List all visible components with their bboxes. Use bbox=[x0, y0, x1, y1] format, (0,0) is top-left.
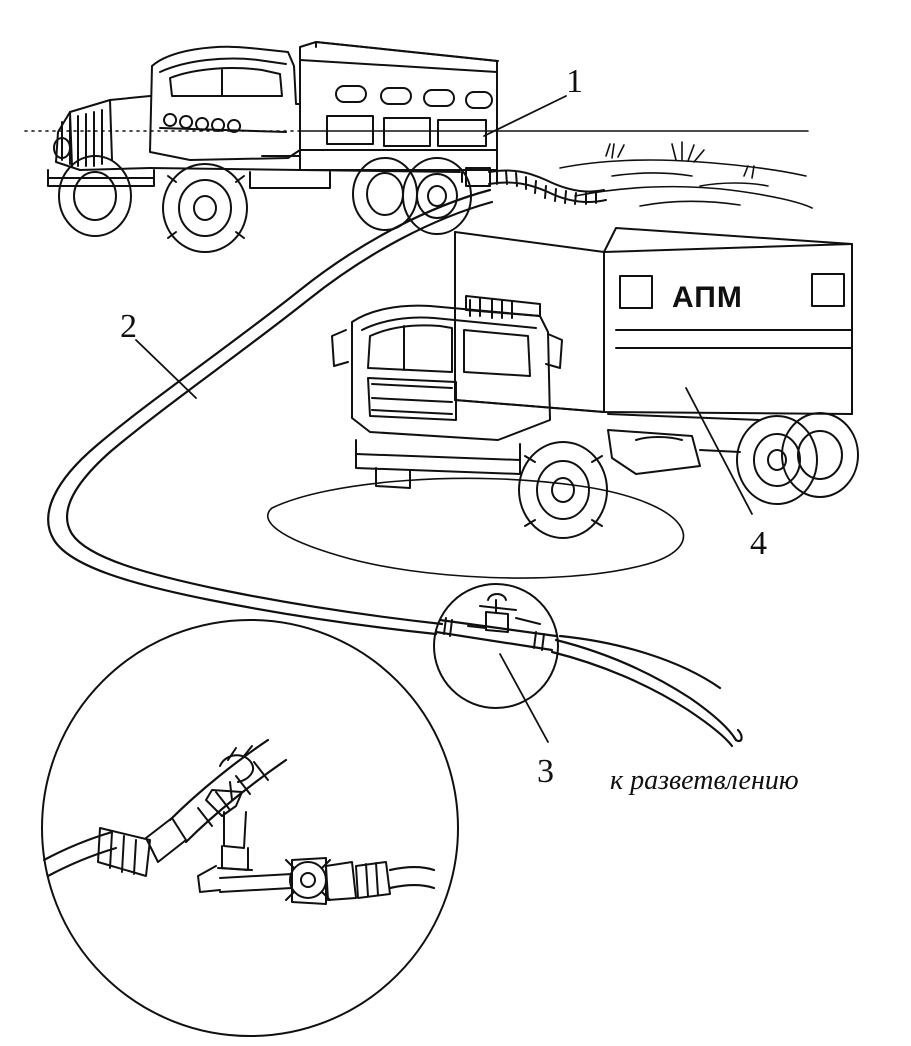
callout-label-3: 3 bbox=[537, 753, 554, 790]
leader-2 bbox=[136, 340, 196, 398]
main-hose-line bbox=[48, 190, 741, 746]
junction-circle bbox=[434, 584, 558, 708]
first-truck bbox=[48, 42, 498, 252]
callout-label-2: 2 bbox=[120, 308, 137, 345]
caption-to-branch: к разветвлению bbox=[610, 765, 799, 796]
leader-3 bbox=[500, 654, 548, 742]
detail-circle bbox=[42, 620, 458, 1036]
hose-outlet-on-first-truck bbox=[462, 168, 606, 204]
second-truck bbox=[268, 228, 858, 578]
vehicle-marking-apm: АПМ bbox=[672, 281, 743, 314]
callout-label-1: 1 bbox=[566, 63, 583, 100]
callout-label-4: 4 bbox=[750, 525, 767, 562]
